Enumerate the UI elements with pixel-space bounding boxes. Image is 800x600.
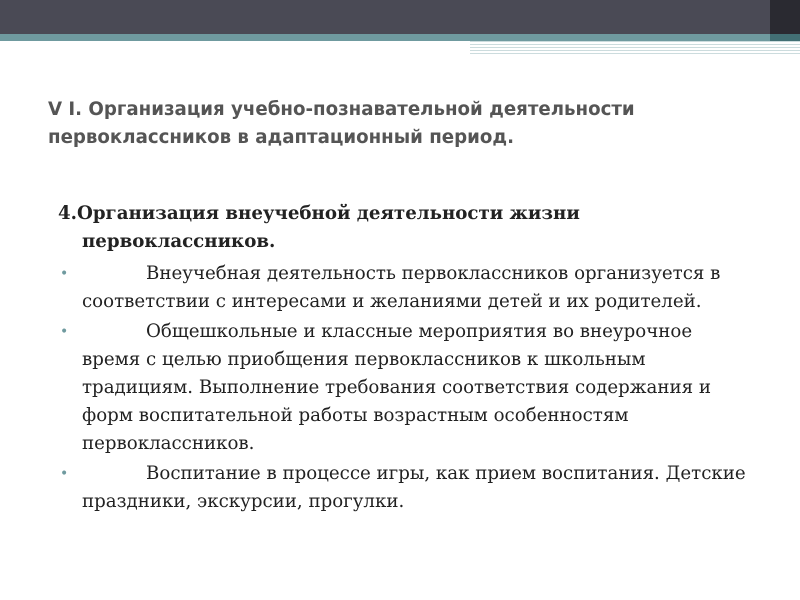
bullet-text-3: Воспитание в процессе игры, как прием воспитания. Детские праздники, экскурсии, прогулки. [82,463,746,512]
slide-header-bar [0,0,800,34]
slide-accent-lines [470,41,800,55]
section-heading-line-1: 4.Организация внеучебной деятельности жизни [58,203,580,224]
slide-title [48,96,748,152]
bullet-dot-icon: • [60,324,69,340]
section-heading [58,200,748,256]
bullet-dot-icon: • [60,466,69,482]
section-heading-line-2: первоклассников. [82,231,276,252]
bullet-item-3 [58,460,748,516]
slide-title-line-2: первоклассников в адаптационный период. [48,127,515,148]
bullet-text-1: Внеучебная деятельность первоклассников организуется в соответствии с интересами и желаниями детей и их родителей. [82,263,721,312]
bullet-text-2: Общешкольные и классные мероприятия во внеурочное время с целью приобщения первоклассников к школьным традициям. Выполнение требования соответствия содержания и форм воспитательной работы возрастным особенностям первоклассников. [82,321,711,454]
bullet-item-2 [58,318,748,458]
slide-title-line-1: V I. Организация учебно-познавательной деятельности [48,99,635,120]
slide-content [58,200,748,518]
slide-accent-strip [0,34,800,41]
bullet-list [58,260,748,516]
bullet-dot-icon: • [60,266,69,282]
slide-header-corner [770,0,800,34]
bullet-item-1 [58,260,748,316]
slide-accent-corner [770,34,800,41]
